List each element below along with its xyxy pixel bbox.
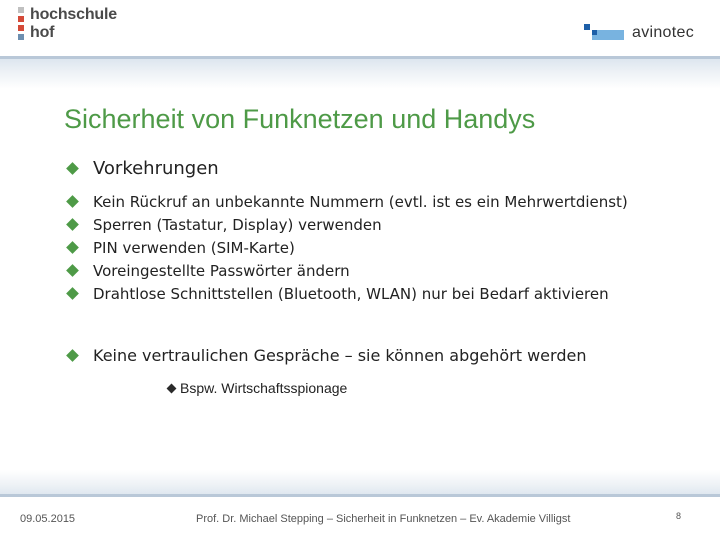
hof-square-4	[18, 34, 24, 40]
footer-divider	[0, 494, 720, 497]
page-number: 8	[676, 511, 682, 521]
list-item-text: Kein Rückruf an unbekannte Nummern (evtl. ist es ein Mehrwertdienst)	[93, 192, 628, 211]
bullet-diamond-icon	[66, 287, 79, 300]
bullet-diamond-icon	[66, 349, 79, 362]
list-item-text: Sperren (Tastatur, Display) verwenden	[93, 215, 382, 234]
hof-square-3	[18, 25, 24, 31]
footer-presenter-info: Prof. Dr. Michael Stepping – Sicherheit in Funknetzen – Ev. Akademie Villigst	[196, 513, 571, 525]
hof-square-2	[18, 16, 24, 22]
list-item	[64, 213, 628, 236]
footer-band	[0, 470, 720, 496]
list-item-text: Drahtlose Schnittstellen (Bluetooth, WLAN) nur bei Bedarf aktivieren	[93, 284, 609, 303]
bullet-diamond-icon	[66, 218, 79, 231]
bullet-diamond-icon	[66, 241, 79, 254]
section-heading-text: Vorkehrungen	[93, 158, 219, 179]
sub-bullet-diamond-icon	[167, 383, 177, 393]
list-item	[64, 236, 628, 259]
hof-logo-squares	[18, 7, 24, 43]
avinotec-logo	[584, 22, 704, 46]
list-item-text: Voreingestellte Passwörter ändern	[93, 261, 350, 280]
bullet-diamond-icon	[66, 264, 79, 277]
list-item	[64, 190, 628, 213]
bullet-list	[64, 190, 628, 305]
avinotec-logo-text: avinotec	[632, 24, 694, 41]
hof-logo-line2: hof	[30, 24, 55, 41]
avinotec-mark-icon	[584, 22, 624, 42]
hof-logo-text	[30, 6, 117, 42]
footer-date: 09.05.2015	[20, 513, 76, 525]
hochschule-hof-logo	[18, 7, 128, 47]
sub-bullet	[168, 380, 347, 396]
header-band	[0, 56, 720, 89]
hof-square-1	[18, 7, 24, 13]
bullet-diamond-icon	[66, 162, 79, 175]
section-heading-vorkehrungen	[64, 158, 219, 179]
sub-bullet-text: Bspw. Wirtschaftsspionage	[180, 380, 348, 396]
bullet-diamond-icon	[66, 195, 79, 208]
list-item-text: PIN verwenden (SIM-Karte)	[93, 238, 295, 257]
section-heading-gespraeche	[64, 346, 586, 365]
list-item	[64, 259, 628, 282]
section-heading-text: Keine vertraulichen Gespräche – sie können abgehört werden	[93, 346, 587, 365]
hof-logo-line1: hochschule	[30, 6, 117, 23]
list-item	[64, 282, 628, 305]
slide-title: Sicherheit von Funknetzen und Handys	[64, 104, 536, 134]
